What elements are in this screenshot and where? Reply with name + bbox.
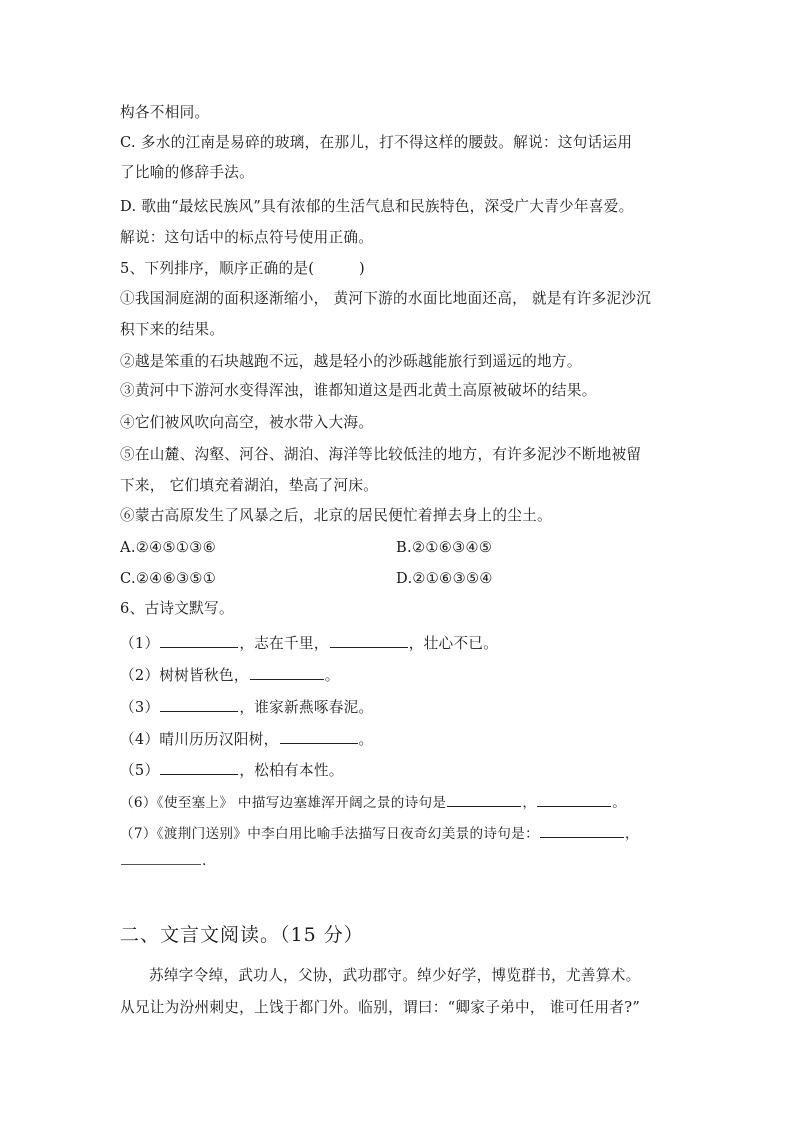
q6-1-end: ，壮心不已。 (408, 635, 499, 652)
q6-2-end: 。 (324, 667, 340, 684)
q5-item: ②越是笨重的石块越跑不远，越是轻小的沙砾越能旅行到遥远的地方。 (120, 353, 582, 370)
classical-passage-line-2: 从兄让为汾州刺史，上饯于都门外。临别，谓曰：“卿家子弟中， 谁可任用者?” (120, 999, 641, 1016)
q6-poem-1 (120, 632, 498, 654)
option-c-line-2: 了比喻的修辞手法。 (120, 164, 255, 181)
q6-5-number: （5） (120, 762, 160, 779)
q6-7-end: . (202, 853, 207, 869)
q6-poem-7 (120, 822, 639, 844)
q5-item: ⑤在山麓、沟壑、河谷、湖泊、海洋等比较低洼的地方，有许多泥沙不断地被留 (120, 446, 642, 463)
option-d-line-2: 解说：这句话中的标点符号使用正确。 (120, 229, 374, 246)
classical-passage-line-1: 苏绰字令绰，武功人，父协，武功郡守。绰少好学，博览群书，尤善算术。 (149, 967, 641, 984)
q5-item: ①我国洞庭湖的面积逐渐缩小， 黄河下游的水面比地面还高， 就是有许多泥沙沉 (120, 290, 652, 307)
fill-in-blank[interactable] (160, 632, 238, 648)
fill-in-blank[interactable] (160, 696, 238, 712)
q6-4-end: 。 (358, 731, 374, 748)
text-line: 构各不相同。 (120, 104, 210, 121)
q6-4-prefix: （4）晴川历历汉阳树， (120, 731, 279, 748)
q5-option-c: C.②④⑥③⑤① (120, 570, 217, 587)
q6-6-end: 。 (612, 795, 627, 811)
fill-in-blank[interactable] (280, 728, 358, 744)
option-c-line-1: C. 多水的江南是易碎的玻璃，在那儿，打不得这样的腰鼓。解说：这句话运用 (120, 134, 633, 151)
q5-item: ⑥蒙古高原发生了风暴之后，北京的居民便忙着掸去身上的尘土。 (120, 507, 552, 524)
fill-in-blank[interactable] (250, 664, 324, 680)
q5-item: ④它们被风吹向高空，被水带入大海。 (120, 414, 374, 431)
q6-5-end: ，松柏有本性。 (239, 762, 344, 779)
q5-item: 下来， 它们填充着湖泊，垫高了河床。 (120, 477, 379, 494)
question-6-stem: 6、古诗文默写。 (120, 600, 234, 617)
q6-poem-4 (120, 728, 373, 750)
fill-in-blank[interactable] (121, 849, 201, 865)
q5-option-d: D.②①⑥③⑤④ (396, 570, 493, 587)
q6-6-prefix: （6）《使至塞上》 中描写边塞雄浑开阔之景的诗句是 (120, 795, 447, 811)
fill-in-blank[interactable] (540, 822, 624, 838)
q6-poem-2 (120, 664, 340, 686)
q5-item: ③黄河中下游河水变得浑浊，谁都知道这是西北黄土高原被破坏的结果。 (120, 382, 597, 399)
q6-poem-6 (120, 791, 626, 813)
q5-option-b: B.②①⑥③④⑤ (396, 539, 493, 556)
section-2-title: 二、文言文阅读。（15 分） (120, 924, 364, 946)
fill-in-blank[interactable] (160, 759, 238, 775)
q6-poem-3 (120, 696, 373, 718)
q6-7-prefix: （7）《渡荆门送别》中李白用比喻手法描写日夜奇幻美景的诗句是： (120, 826, 539, 842)
q6-1-middle: ，志在千里， (239, 635, 329, 652)
q6-3-end: ，谁家新燕啄春泥。 (239, 699, 374, 716)
q6-3-number: （3） (120, 699, 160, 716)
q6-6-middle: ， (522, 795, 537, 811)
q6-2-prefix: （2）树树皆秋色， (120, 667, 249, 684)
q5-item: 积下来的结果。 (120, 321, 225, 338)
q6-1-number: （1） (120, 635, 160, 652)
fill-in-blank[interactable] (537, 791, 611, 807)
q6-7-middle: ， (624, 826, 639, 842)
fill-in-blank[interactable] (330, 632, 408, 648)
option-d-line-1: D. 歌曲“最炫民族风”具有浓郁的生活气息和民族特色，深受广大青少年喜爱。 (120, 198, 634, 215)
q5-option-a: A.②④⑤①③⑥ (120, 539, 217, 556)
q6-poem-7-cont (120, 849, 207, 871)
fill-in-blank[interactable] (447, 791, 521, 807)
q6-poem-5 (120, 759, 344, 781)
question-5-stem: 5、下列排序，顺序正确的是( ) (120, 260, 365, 277)
